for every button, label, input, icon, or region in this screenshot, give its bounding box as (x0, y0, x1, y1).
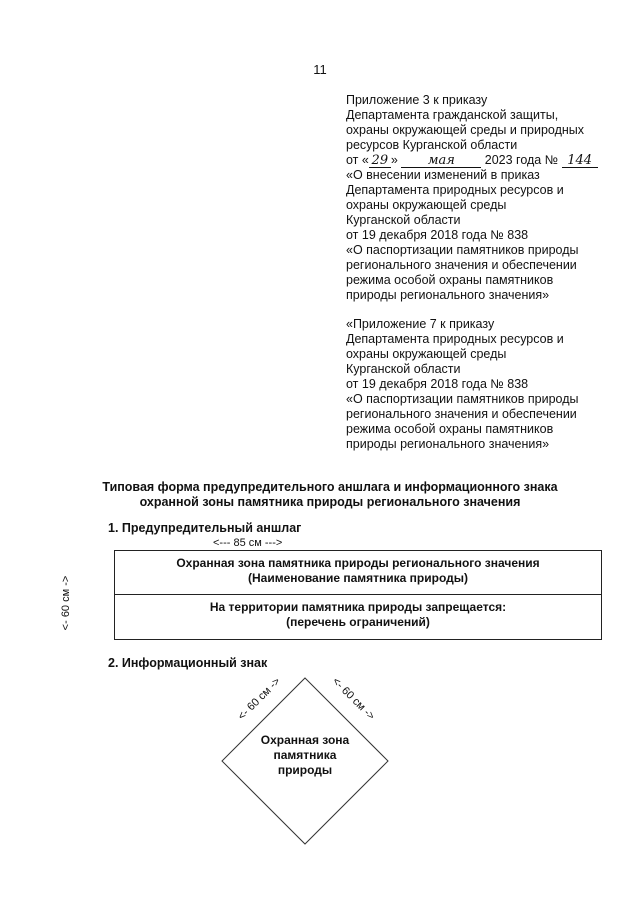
appendix-line: природы регионального значения» (346, 437, 550, 451)
appendix-line: охраны окружающей среды (346, 347, 507, 361)
sign-text: (Наименование памятника природы) (247, 571, 468, 585)
appendix-line: от 19 декабря 2018 года № 838 (346, 228, 529, 242)
appendix-line: Курганской области (346, 213, 461, 227)
height-dimension-label: <- 60 см -> (60, 575, 72, 631)
appendix-line: «Приложение 7 к приказу (346, 317, 495, 331)
date-mid: » (390, 153, 398, 167)
info-sign-line: памятника (273, 748, 337, 762)
date-prefix: от « (346, 153, 369, 167)
width-dimension-label: <--- 85 см ---> (213, 537, 283, 549)
section-heading-warning-sign: 1. Предупредительный аншлаг (108, 521, 302, 535)
appendix-line: Департамента природных ресурсов и (346, 183, 564, 197)
appendix-line: охраны окружающей среды и природных (346, 123, 585, 137)
appendix-line: режима особой охраны памятников (346, 422, 554, 436)
sign-row-restrictions (115, 595, 601, 639)
appendix-line: охраны окружающей среды (346, 198, 507, 212)
appendix-date-line (346, 153, 598, 168)
appendix-line: Департамента гражданской защиты, (346, 108, 559, 122)
appendix-line: природы регионального значения» (346, 288, 550, 302)
sign-text: (перечень ограничений) (286, 615, 430, 629)
page-number: 11 (313, 62, 327, 77)
info-sign-line: природы (277, 763, 333, 777)
handwritten-month: мая (401, 153, 481, 168)
sign-row-title (115, 551, 601, 595)
appendix-line: ресурсов Курганской области (346, 138, 518, 152)
appendix-line: Курганской области (346, 362, 461, 376)
appendix-line: режима особой охраны памятников (346, 273, 554, 287)
appendix-line: регионального значения и обеспечении (346, 258, 577, 272)
appendix-line: Приложение 3 к приказу (346, 93, 488, 107)
section-heading-info-sign: 2. Информационный знак (108, 656, 268, 670)
appendix-line: «О паспортизации памятников природы (346, 392, 579, 406)
appendix-line: «О паспортизации памятников природы (346, 243, 579, 257)
appendix-header-7 (346, 317, 578, 452)
info-sign-text (240, 733, 370, 778)
appendix-line: от 19 декабря 2018 года № 838 (346, 377, 529, 391)
diagonal-dimension-right: <- 60 см -> (329, 675, 377, 723)
form-title (60, 480, 600, 510)
date-year: 2023 года № (484, 153, 559, 167)
diagonal-dimension-left: <- 60 см -> (235, 675, 283, 723)
form-title-line: охранной зоны памятника природы регионального значения (139, 495, 521, 509)
sign-text: На территории памятника природы запрещается: (209, 600, 507, 614)
appendix-line: «О внесении изменений в приказ (346, 168, 540, 182)
appendix-header-3 (346, 93, 598, 303)
handwritten-day: 29 (369, 153, 391, 168)
form-title-line: Типовая форма предупредительного аншлага и информационного знака (102, 480, 558, 494)
info-sign-line: Охранная зона (260, 733, 350, 747)
handwritten-number: 144 (562, 153, 598, 168)
warning-sign-template (114, 550, 602, 640)
appendix-line: Департамента природных ресурсов и (346, 332, 564, 346)
sign-text: Охранная зона памятника природы регионального значения (176, 556, 540, 570)
appendix-line: регионального значения и обеспечении (346, 407, 577, 421)
